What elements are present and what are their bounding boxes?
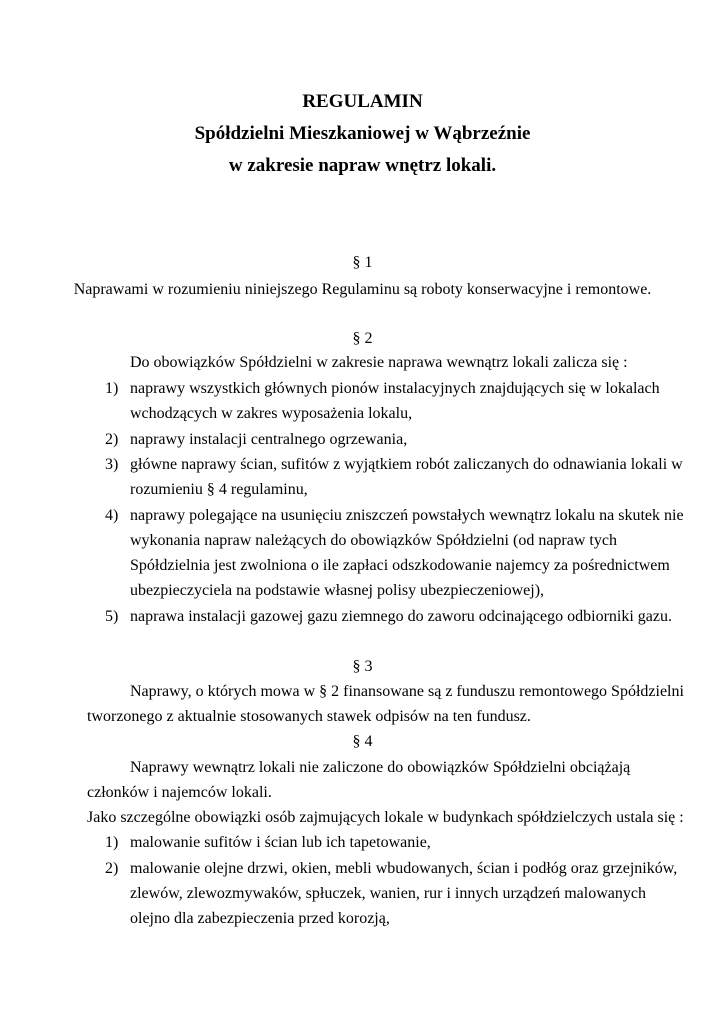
- list-item-line: naprawy instalacji centralnego ogrzewania,: [130, 431, 408, 448]
- section-1-heading: § 1: [352, 254, 373, 271]
- list-item-line: ubezpieczyciela na podstawie własnej polisy ubezpieczeniowej),: [130, 582, 545, 599]
- list-item-line: główne naprawy ścian, sufitów z wyjątkiem robót zaliczanych do odnawiania lokali w: [130, 456, 683, 473]
- list-item-line: naprawa instalacji gazowej gazu ziemnego do zaworu odcinającego odbiorniki gazu.: [130, 608, 672, 625]
- section-4-line-1: Naprawy wewnątrz lokali nie zaliczone do obowiązków Spółdzielni obciążają: [130, 759, 631, 776]
- list-item-line: wchodzących w zakres wyposażenia lokalu,: [130, 405, 413, 422]
- list-item-line: rozumieniu § 4 regulaminu,: [130, 481, 308, 498]
- title-line-1: REGULAMIN: [302, 91, 423, 112]
- list-item-line: naprawy polegające na usunięciu zniszczeń powstałych wewnątrz lokalu na skutek nie: [130, 507, 684, 524]
- list-item-line: wykonania napraw należących do obowiązków Spółdzielni (od napraw tych: [130, 532, 617, 549]
- list-item-number: 1): [105, 380, 119, 397]
- list-item-number: 3): [105, 456, 119, 473]
- section-3-line-2: tworzonego z aktualnie stosowanych stawek odpisów na ten fundusz.: [87, 708, 531, 725]
- list-item-number: 1): [105, 834, 119, 851]
- list-item-number: 4): [105, 507, 119, 524]
- list-item-line: zlewów, zlewozmywaków, spłuczek, wanien, rur i innych urządzeń malowanych: [130, 885, 646, 902]
- document-title: [0, 86, 725, 182]
- section-3-heading: § 3: [352, 658, 373, 675]
- list-item-number: 2): [105, 431, 119, 448]
- section-4-line-2: członków i najemców lokali.: [87, 784, 272, 801]
- list-item-line: olejno dla zabezpieczenia przed korozją,: [130, 910, 390, 927]
- title-line-3: w zakresie napraw wnętrz lokali.: [228, 155, 497, 176]
- section-4-line-3: Jako szczególne obowiązki osób zajmujących lokale w budynkach spółdzielczych ustala się :: [87, 809, 684, 826]
- list-item-line: Spółdzielnia jest zwolniona o ile zapłaci odszkodowanie najemcy za pośrednictwem: [130, 557, 670, 574]
- section-2-intro: Do obowiązków Spółdzielni w zakresie naprawa wewnątrz lokali zalicza się :: [130, 354, 628, 371]
- section-1-text: Naprawami w rozumieniu niniejszego Regulaminu są roboty konserwacyjne i remontowe.: [73, 281, 652, 298]
- section-3-line-1: Naprawy, o których mowa w § 2 finansowane są z funduszu remontowego Spółdzielni: [130, 683, 684, 700]
- list-item-line: naprawy wszystkich głównych pionów instalacyjnych znajdujących się w lokalach: [130, 380, 660, 397]
- list-item-number: 5): [105, 608, 119, 625]
- section-2-heading: § 2: [352, 330, 373, 347]
- list-item-line: malowanie sufitów i ścian lub ich tapetowanie,: [130, 834, 431, 851]
- section-4-heading: § 4: [352, 733, 373, 750]
- list-item-number: 2): [105, 860, 119, 877]
- title-line-2: Spółdzielni Mieszkaniowej w Wąbrzeźnie: [194, 123, 531, 144]
- list-item-line: malowanie olejne drzwi, okien, mebli wbudowanych, ścian i podłóg oraz grzejników,: [130, 860, 678, 877]
